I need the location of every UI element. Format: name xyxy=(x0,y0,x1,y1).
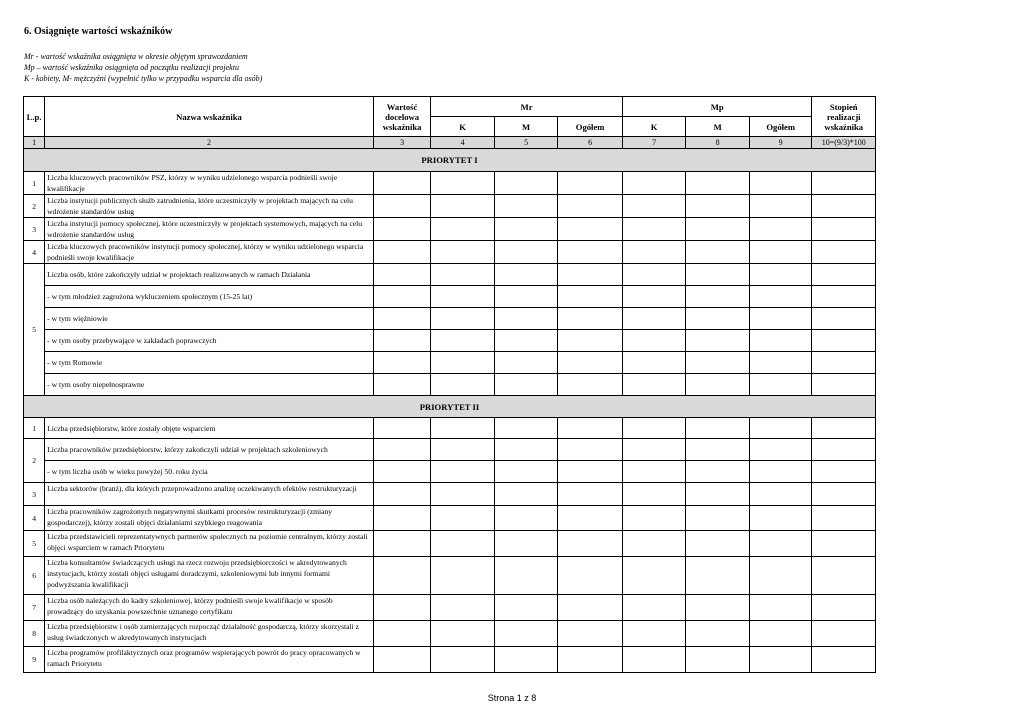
value-cell[interactable] xyxy=(558,374,623,396)
row-lp: 4 xyxy=(24,506,45,531)
value-cell[interactable] xyxy=(558,647,623,673)
value-cell[interactable] xyxy=(558,286,623,308)
indicator-name: Liczba sektorów (branż), dla których przeprowadzono analizę oczekiwanych efektów restrukturyzacji xyxy=(45,483,374,506)
value-cell[interactable] xyxy=(373,418,430,439)
table-row xyxy=(24,352,876,374)
value-cell[interactable] xyxy=(558,461,623,483)
value-cell[interactable] xyxy=(494,172,558,195)
value-cell[interactable] xyxy=(749,352,812,374)
value-cell[interactable] xyxy=(686,506,750,531)
value-cell[interactable] xyxy=(494,531,558,557)
value-cell[interactable] xyxy=(686,264,750,286)
value-cell[interactable] xyxy=(494,461,558,483)
value-cell[interactable] xyxy=(622,352,686,374)
value-cell[interactable] xyxy=(812,506,876,531)
value-cell[interactable] xyxy=(749,647,812,673)
row-lp: 7 xyxy=(24,595,45,621)
table-row xyxy=(24,595,876,621)
priority-header: PRIORYTET I xyxy=(24,149,876,172)
row-lp: 6 xyxy=(24,557,45,595)
value-cell[interactable] xyxy=(749,595,812,621)
value-cell[interactable] xyxy=(558,308,623,330)
value-cell[interactable] xyxy=(431,374,495,396)
value-cell[interactable] xyxy=(812,308,876,330)
value-cell[interactable] xyxy=(431,195,495,218)
table-row xyxy=(24,483,876,506)
header-k: K xyxy=(622,117,686,137)
value-cell[interactable] xyxy=(622,439,686,461)
indicator-name: Liczba instytucji publicznych służb zatrudnienia, które uczestniczyły w projektach mających na celu wdrożenie standardów usług xyxy=(45,195,374,218)
value-cell[interactable] xyxy=(686,557,750,595)
value-cell[interactable] xyxy=(749,483,812,506)
indicator-name: Liczba przedsiębiorstw, które zostały objęte wsparciem xyxy=(45,418,374,439)
value-cell[interactable] xyxy=(622,218,686,241)
value-cell[interactable] xyxy=(749,374,812,396)
value-cell[interactable] xyxy=(686,461,750,483)
value-cell[interactable] xyxy=(431,286,495,308)
value-cell[interactable] xyxy=(622,195,686,218)
value-cell[interactable] xyxy=(749,264,812,286)
value-cell[interactable] xyxy=(373,461,430,483)
value-cell[interactable] xyxy=(812,647,876,673)
value-cell[interactable] xyxy=(686,330,750,352)
header-target: Wartość docelowa wskaźnika xyxy=(373,97,430,137)
value-cell[interactable] xyxy=(494,418,558,439)
value-cell[interactable] xyxy=(431,439,495,461)
table-row xyxy=(24,264,876,286)
indicator-name: Liczba osób, które zakończyły udział w projektach realizowanych w ramach Działania xyxy=(45,264,374,286)
value-cell[interactable] xyxy=(812,418,876,439)
value-cell[interactable] xyxy=(373,218,430,241)
value-cell[interactable] xyxy=(686,439,750,461)
value-cell[interactable] xyxy=(494,374,558,396)
value-cell[interactable] xyxy=(558,483,623,506)
row-lp: 9 xyxy=(24,647,45,673)
table-row xyxy=(24,396,876,418)
indicator-name: - w tym liczba osób w wieku powyżej 50. roku życia xyxy=(45,461,374,483)
column-number: 8 xyxy=(686,137,750,149)
value-cell[interactable] xyxy=(749,439,812,461)
indicator-name: - w tym Romowie xyxy=(45,352,374,374)
legend-line: K - kobiety, M- mężczyźni (wypełnić tylko w przypadku wsparcia dla osób) xyxy=(24,74,263,83)
value-cell[interactable] xyxy=(812,439,876,461)
value-cell[interactable] xyxy=(494,439,558,461)
table-row xyxy=(24,557,876,595)
indicator-name: Liczba kluczowych pracowników PSZ, którzy w wyniku udzielonego wsparcia podnieśli swoje kwalifikacje xyxy=(45,172,374,195)
value-cell[interactable] xyxy=(749,621,812,647)
row-lp: 5 xyxy=(24,264,45,396)
value-cell[interactable] xyxy=(749,218,812,241)
column-number: 1 xyxy=(24,137,45,149)
value-cell[interactable] xyxy=(373,483,430,506)
value-cell[interactable] xyxy=(622,374,686,396)
value-cell[interactable] xyxy=(431,647,495,673)
row-lp: 8 xyxy=(24,621,45,647)
value-cell[interactable] xyxy=(431,531,495,557)
header-total: Ogółem xyxy=(749,117,812,137)
table-row xyxy=(24,506,876,531)
value-cell[interactable] xyxy=(622,330,686,352)
value-cell[interactable] xyxy=(494,557,558,595)
indicator-name: - w tym więźniowie xyxy=(45,308,374,330)
value-cell[interactable] xyxy=(373,439,430,461)
value-cell[interactable] xyxy=(686,647,750,673)
header-mr: Mr xyxy=(431,97,623,117)
indicator-name: Liczba kluczowych pracowników instytucji pomocy społecznej, którzy w wyniku udzielonego wsparcia podnieśli swoje kwalifikacje xyxy=(45,241,374,264)
column-number: 5 xyxy=(494,137,558,149)
value-cell[interactable] xyxy=(373,172,430,195)
value-cell[interactable] xyxy=(373,264,430,286)
value-cell[interactable] xyxy=(558,621,623,647)
legend-line: Mr - wartość wskaźnika osiągnięta w okresie objętym sprawozdaniem xyxy=(24,52,248,61)
value-cell[interactable] xyxy=(373,308,430,330)
table-row xyxy=(24,195,876,218)
table-row xyxy=(24,149,876,172)
value-cell[interactable] xyxy=(686,621,750,647)
table-row xyxy=(24,647,876,673)
value-cell[interactable] xyxy=(494,595,558,621)
value-cell[interactable] xyxy=(622,647,686,673)
value-cell[interactable] xyxy=(494,647,558,673)
value-cell[interactable] xyxy=(686,241,750,264)
value-cell[interactable] xyxy=(431,595,495,621)
value-cell[interactable] xyxy=(558,172,623,195)
header-total: Ogółem xyxy=(558,117,623,137)
table-row xyxy=(24,439,876,461)
value-cell[interactable] xyxy=(812,172,876,195)
value-cell[interactable] xyxy=(373,621,430,647)
value-cell[interactable] xyxy=(622,264,686,286)
value-cell[interactable] xyxy=(812,374,876,396)
value-cell[interactable] xyxy=(431,308,495,330)
column-number: 3 xyxy=(373,137,430,149)
value-cell[interactable] xyxy=(812,330,876,352)
value-cell[interactable] xyxy=(622,308,686,330)
table-row xyxy=(24,308,876,330)
value-cell[interactable] xyxy=(558,531,623,557)
indicator-name: Liczba konsultantów świadczących usługi na rzecz rozwoju przedsiębiorczości w akredytowanych instytucjach, którzy zostali objęci usługami doradczymi, szkoleniowymi lub innymi formami podwyższania kwalifikacji xyxy=(45,557,374,595)
indicator-name: Liczba przedstawicieli reprezentatywnych partnerów społecznych na poziomie centralnym, którzy zostali objęci wsparciem w ramach Priorytetu xyxy=(45,531,374,557)
value-cell[interactable] xyxy=(686,218,750,241)
value-cell[interactable] xyxy=(622,241,686,264)
table-row xyxy=(24,137,876,149)
header-degree: Stopień realizacji wskaźnika xyxy=(812,97,876,137)
value-cell[interactable] xyxy=(686,374,750,396)
page-footer: Strona 1 z 8 xyxy=(487,693,537,703)
value-cell[interactable] xyxy=(373,241,430,264)
value-cell[interactable] xyxy=(622,286,686,308)
row-lp: 1 xyxy=(24,418,45,439)
row-lp: 1 xyxy=(24,172,45,195)
indicator-name: - w tym osoby niepełnosprawne xyxy=(45,374,374,396)
value-cell[interactable] xyxy=(558,418,623,439)
indicator-name: Liczba pracowników przedsiębiorstw, którzy zakończyli udział w projektach szkoleniowych xyxy=(45,439,374,461)
column-number: 10=(9/3)*100 xyxy=(812,137,876,149)
value-cell[interactable] xyxy=(373,557,430,595)
value-cell[interactable] xyxy=(494,195,558,218)
value-cell[interactable] xyxy=(558,439,623,461)
row-lp: 2 xyxy=(24,195,45,218)
priority-header: PRIORYTET II xyxy=(24,396,876,418)
value-cell[interactable] xyxy=(494,218,558,241)
value-cell[interactable] xyxy=(558,195,623,218)
table-row xyxy=(24,374,876,396)
value-cell[interactable] xyxy=(373,647,430,673)
value-cell[interactable] xyxy=(812,557,876,595)
value-cell[interactable] xyxy=(812,483,876,506)
row-lp: 2 xyxy=(24,439,45,483)
value-cell[interactable] xyxy=(494,308,558,330)
value-cell[interactable] xyxy=(686,418,750,439)
legend-line: Mp – wartość wskaźnika osiągnięta od początku realizacji projektu xyxy=(24,63,239,72)
value-cell[interactable] xyxy=(686,595,750,621)
column-number: 7 xyxy=(622,137,686,149)
header-mp: Mp xyxy=(622,97,812,117)
value-cell[interactable] xyxy=(558,330,623,352)
value-cell[interactable] xyxy=(812,264,876,286)
indicators-table xyxy=(23,96,876,673)
value-cell[interactable] xyxy=(622,461,686,483)
column-number: 4 xyxy=(431,137,495,149)
value-cell[interactable] xyxy=(558,557,623,595)
table-row xyxy=(24,418,876,439)
header-name: Nazwa wskaźnika xyxy=(45,97,374,137)
value-cell[interactable] xyxy=(749,286,812,308)
value-cell[interactable] xyxy=(558,241,623,264)
table-row xyxy=(24,286,876,308)
value-cell[interactable] xyxy=(812,461,876,483)
table-row xyxy=(24,461,876,483)
value-cell[interactable] xyxy=(812,286,876,308)
row-lp: 4 xyxy=(24,241,45,264)
value-cell[interactable] xyxy=(686,483,750,506)
table-row xyxy=(24,241,876,264)
section-heading: 6. Osiągnięte wartości wskaźników xyxy=(24,26,173,37)
value-cell[interactable] xyxy=(373,374,430,396)
row-lp: 5 xyxy=(24,531,45,557)
value-cell[interactable] xyxy=(558,595,623,621)
value-cell[interactable] xyxy=(373,352,430,374)
value-cell[interactable] xyxy=(812,352,876,374)
legend xyxy=(24,51,262,84)
value-cell[interactable] xyxy=(749,172,812,195)
value-cell[interactable] xyxy=(622,531,686,557)
value-cell[interactable] xyxy=(749,308,812,330)
value-cell[interactable] xyxy=(494,621,558,647)
value-cell[interactable] xyxy=(686,352,750,374)
value-cell[interactable] xyxy=(812,621,876,647)
value-cell[interactable] xyxy=(373,330,430,352)
value-cell[interactable] xyxy=(749,418,812,439)
value-cell[interactable] xyxy=(431,172,495,195)
value-cell[interactable] xyxy=(686,195,750,218)
value-cell[interactable] xyxy=(622,483,686,506)
value-cell[interactable] xyxy=(749,531,812,557)
value-cell[interactable] xyxy=(622,418,686,439)
table-row xyxy=(24,172,876,195)
column-number: 6 xyxy=(558,137,623,149)
value-cell[interactable] xyxy=(622,506,686,531)
value-cell[interactable] xyxy=(622,557,686,595)
indicator-name: - w tym osoby przebywające w zakładach poprawczych xyxy=(45,330,374,352)
value-cell[interactable] xyxy=(431,506,495,531)
table-row xyxy=(24,330,876,352)
header-m: M xyxy=(494,117,558,137)
value-cell[interactable] xyxy=(749,557,812,595)
value-cell[interactable] xyxy=(812,531,876,557)
table-row xyxy=(24,531,876,557)
value-cell[interactable] xyxy=(431,621,495,647)
value-cell[interactable] xyxy=(494,506,558,531)
value-cell[interactable] xyxy=(373,531,430,557)
row-lp: 3 xyxy=(24,483,45,506)
value-cell[interactable] xyxy=(494,483,558,506)
value-cell[interactable] xyxy=(558,506,623,531)
value-cell[interactable] xyxy=(431,483,495,506)
value-cell[interactable] xyxy=(686,531,750,557)
value-cell[interactable] xyxy=(686,286,750,308)
value-cell[interactable] xyxy=(373,595,430,621)
value-cell[interactable] xyxy=(373,195,430,218)
value-cell[interactable] xyxy=(431,352,495,374)
value-cell[interactable] xyxy=(558,352,623,374)
value-cell[interactable] xyxy=(431,461,495,483)
indicator-name: Liczba osób należących do kadry szkoleniowej, którzy podnieśli swoje kwalifikacje w sposób prowadzący do uzyskania powszechnie uznanego certyfikatu xyxy=(45,595,374,621)
indicator-name: Liczba pracowników zagrożonych negatywnymi skutkami procesów restrukturyzacji (zmiany gospodarczej), którzy zostali objęci działaniami szybkiego reagowania xyxy=(45,506,374,531)
value-cell[interactable] xyxy=(812,595,876,621)
value-cell[interactable] xyxy=(749,241,812,264)
value-cell[interactable] xyxy=(812,218,876,241)
value-cell[interactable] xyxy=(431,330,495,352)
value-cell[interactable] xyxy=(622,595,686,621)
value-cell[interactable] xyxy=(494,352,558,374)
value-cell[interactable] xyxy=(431,418,495,439)
indicator-name: Liczba programów profilaktycznych oraz programów wspierających powrót do pracy opracowanych w ramach Priorytetu xyxy=(45,647,374,673)
value-cell[interactable] xyxy=(373,506,430,531)
value-cell[interactable] xyxy=(494,286,558,308)
value-cell[interactable] xyxy=(373,286,430,308)
value-cell[interactable] xyxy=(494,330,558,352)
header-m: M xyxy=(686,117,750,137)
value-cell[interactable] xyxy=(494,241,558,264)
row-lp: 3 xyxy=(24,218,45,241)
value-cell[interactable] xyxy=(494,264,558,286)
value-cell[interactable] xyxy=(558,264,623,286)
value-cell[interactable] xyxy=(686,308,750,330)
header-lp: L.p. xyxy=(24,97,45,137)
value-cell[interactable] xyxy=(812,241,876,264)
indicator-name: Liczba instytucji pomocy społecznej, które uczestniczyły w projektach systemowych, mających na celu wdrożenie standardów usług xyxy=(45,218,374,241)
value-cell[interactable] xyxy=(431,264,495,286)
value-cell[interactable] xyxy=(749,506,812,531)
value-cell[interactable] xyxy=(686,172,750,195)
value-cell[interactable] xyxy=(622,621,686,647)
value-cell[interactable] xyxy=(431,557,495,595)
value-cell[interactable] xyxy=(749,461,812,483)
value-cell[interactable] xyxy=(749,195,812,218)
value-cell[interactable] xyxy=(558,218,623,241)
value-cell[interactable] xyxy=(812,195,876,218)
value-cell[interactable] xyxy=(431,241,495,264)
column-number: 9 xyxy=(749,137,812,149)
table-row xyxy=(24,218,876,241)
table-row xyxy=(24,621,876,647)
value-cell[interactable] xyxy=(622,172,686,195)
indicator-name: Liczba przedsiębiorstw i osób zamierzających rozpocząć działalność gospodarczą, którzy skorzystali z usług świadczonych w akredytowanych instytucjach xyxy=(45,621,374,647)
header-k: K xyxy=(431,117,495,137)
column-number: 2 xyxy=(45,137,374,149)
value-cell[interactable] xyxy=(431,218,495,241)
indicator-name: - w tym młodzież zagrożona wykluczeniem społecznym (15-25 lat) xyxy=(45,286,374,308)
value-cell[interactable] xyxy=(749,330,812,352)
